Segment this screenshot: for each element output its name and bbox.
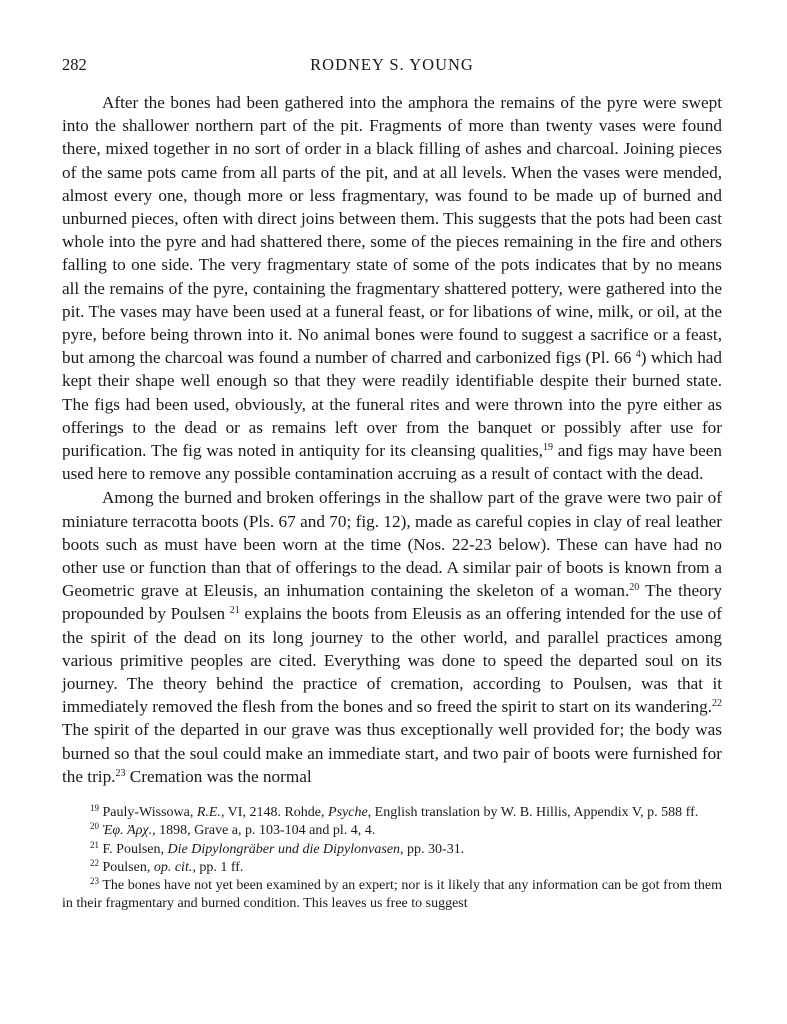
footnote-19-italic-2: Psyche	[328, 805, 368, 821]
footnote-19-italic-1: R.E.	[196, 805, 221, 821]
footnote-ref-20: 20	[629, 582, 640, 594]
footnote-22-text-2: , pp. 1 ff.	[192, 859, 244, 875]
plate-reference: 4	[635, 349, 641, 361]
footnote-ref-19: 19	[542, 442, 553, 454]
page-header	[62, 55, 722, 81]
footnote-21-italic: Die Dipylongräber und die Dipylonvasen	[167, 841, 401, 857]
footnote-21-text-2: , pp. 30-31.	[400, 841, 465, 857]
running-head: RODNEY S. YOUNG	[310, 55, 474, 74]
footnote-20-text: , 1898, Grave a, p. 103-104 and pl. 4, 4.	[152, 823, 376, 839]
paragraph-2-text-3: explains the boots from Eleusis as an offering intended for the use of the spirit of the dead on its long journey to the other world, and parallel practices among various primitive peoples are cited. Everything was done to speed the departed soul on its journey. The theory behind the practice of cremation, according to Poulsen, was that it immediately removed the flesh from the bones and so freed the spirit to start on its wandering.	[62, 604, 722, 717]
footnote-19	[62, 804, 722, 822]
paragraph-2-text-5: Cremation was the normal	[125, 766, 312, 786]
paragraph-1-text-1: After the bones had been gathered into the amphora the remains of the pyre were swept into the shallower northern part of the pit. Fragments of more than twenty vases were found there, mixed together in no sort of order in a black filling of ashes and charcoal. Joining pieces of the same pots came from all parts of the pit, and at all levels. When the vases were mended, almost every one, though more or less fragmentary, was found to be made up of burned and unburned pieces, often with direct joins between them. This suggests that the pots had been cast whole into the pyre and had shattered there, some of the pieces remaining in the fire and others falling to one side. The very fragmentary state of some of the pots indicates that by no means all the remains of the pyre, containing the fragmentary shattered pottery, were gathered into the pit. The vases may have been used at a funeral feast, or for libations of wine, milk, or oil, at the pyre, before being thrown into it. No animal bones were found to suggest a sacrifice or a feast, but among the charcoal was found a number of charred and carbonized figs (Pl. 66	[62, 93, 722, 368]
paragraph-2-text-2: The theory propounded by Poulsen	[62, 581, 722, 624]
footnote-21-text: F. Poulsen,	[99, 841, 168, 857]
footnote-22-number: 22	[90, 857, 99, 868]
footnote-ref-21: 21	[229, 605, 240, 617]
paragraph-2-text-4: The spirit of the departed in our grave was thus exceptionally well provided for; the body was burned so that the soul could make an immediate start, and two pair of boots were furnished for the trip.	[62, 720, 722, 786]
footnote-19-text-2: , VI, 2148. Rohde,	[220, 805, 329, 821]
footnote-19-number: 19	[90, 803, 99, 814]
footnote-22	[62, 859, 722, 877]
body-text	[62, 91, 722, 788]
footnote-19-text-3: , English translation by W. B. Hillis, Appendix V, p. 588 ff.	[367, 805, 699, 821]
footnote-21-number: 21	[90, 839, 99, 850]
footnotes	[62, 804, 722, 913]
paragraph-2-text-1: Among the burned and broken offerings in the shallow part of the grave were two pair of miniature terracotta boots (Pls. 67 and 70; fig. 12), made as careful copies in clay of real leather boots such as must have been worn at the time (Nos. 22-23 below). These can have had no other use or function than that of offerings to the dead. A similar pair of boots is known from a Geometric grave at Eleusis, an inhumation containing the skeleton of a woman.	[62, 488, 722, 601]
paragraph-2	[62, 486, 722, 788]
footnote-ref-23: 23	[115, 767, 126, 779]
footnote-23	[62, 877, 722, 913]
paragraph-1-text-3: and figs may have been used here to remove any possible contamination accruing as a result of contact with the dead.	[62, 441, 722, 484]
paragraph-1	[62, 91, 722, 485]
footnote-20-italic: Ἐφ. Ἀρχ.	[99, 823, 153, 839]
page	[62, 55, 722, 913]
footnote-21	[62, 841, 722, 859]
footnote-ref-22: 22	[712, 698, 722, 710]
footnote-20	[62, 822, 722, 840]
footnote-19-text: Pauly-Wissowa,	[99, 805, 197, 821]
paragraph-1-text-2: ) which had kept their shape well enough so that they were readily identifiable despite their burned state. The figs had been used, obviously, at the funeral rites and were thrown into the pyre either as offerings to the dead or as remains left over from the banquet or possibly after use for purification. The fig was noted in antiquity for its cleansing qualities,	[62, 348, 723, 461]
page-number: 282	[62, 55, 87, 74]
footnote-22-italic: op. cit.	[153, 859, 193, 875]
footnote-20-number: 20	[90, 821, 99, 832]
footnote-22-text: Poulsen,	[99, 859, 154, 875]
footnote-23-text: The bones have not yet been examined by an expert; nor is it likely that any information can be got from them in their fragmentary and burned condition. This leaves us free to suggest	[62, 877, 722, 912]
footnote-23-number: 23	[90, 875, 99, 886]
